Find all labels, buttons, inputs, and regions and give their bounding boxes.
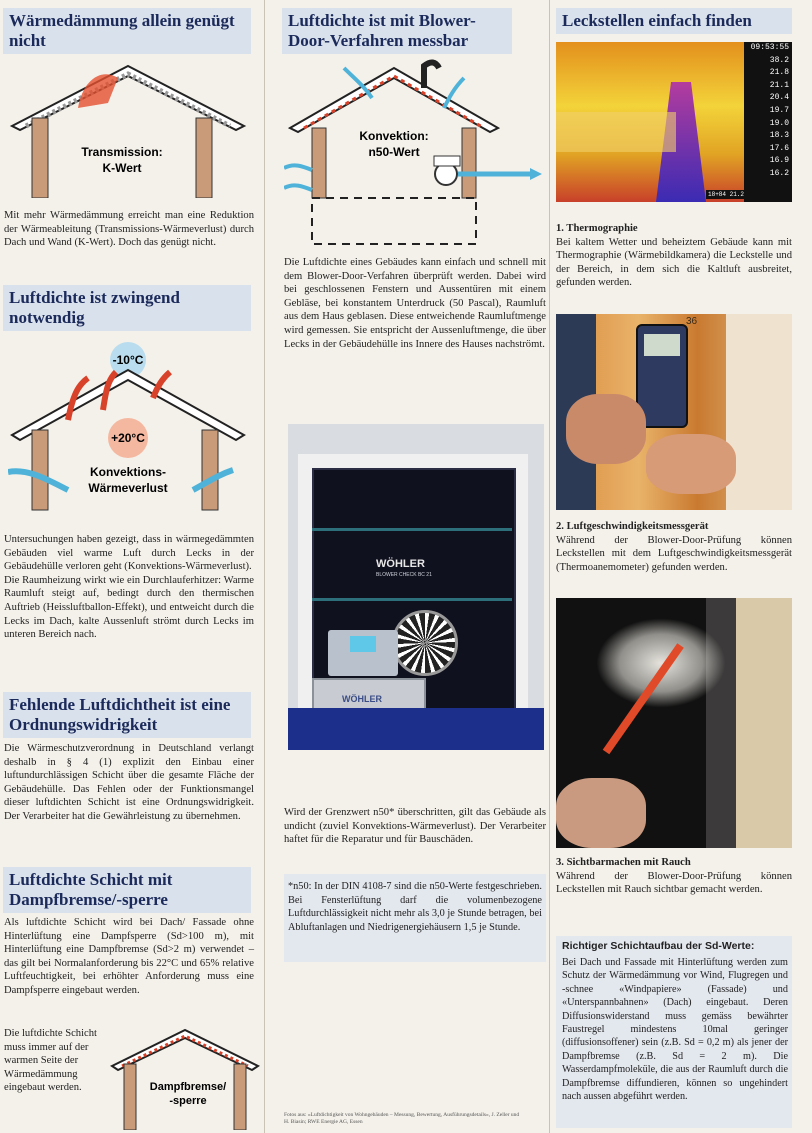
paragraph-limit-value: Wird der Grenzwert n50* überschritten, gilt das Gebäude als undicht (zuviel Konvektions-Wärmeverlust). Der Verarbeiter haftet für die Reparatur und für Bauschäden. <box>284 807 546 846</box>
item-thermography <box>556 222 792 290</box>
note-n50-text: *n50: In der DIN 4108-7 sind die n50-Werte festgeschrieben. Bei Fensterlüftung darf die volumenbezogene Luftdurchlässigkeit nicht mehr als 3,0 je Stunde betragen, bei Abluftanlagen und Niedrigenergiehäusern 1,5 je Stunde. <box>288 881 542 933</box>
thermo-time: 09:53:55 <box>750 43 789 52</box>
note-n50-box <box>284 874 546 962</box>
figure-convection-house <box>8 340 248 520</box>
section-title-airtight-required: Luftdichte ist zwingend notwendig <box>3 285 251 331</box>
case-brand: WÖHLER <box>342 694 382 704</box>
figure-label-barrier: -sperre <box>169 1095 207 1107</box>
temp-cold-label: -10°C <box>112 353 144 367</box>
figure-label-heat-loss: Wärmeverlust <box>88 481 168 495</box>
paragraph-violation: Die Wärmeschutzverordnung in Deutschland verlangt deshalb in § 4 (1) explizit den Einbau einer luftundurchlässigen Schicht über die gesamte Fläche der Gebäudehülle. Das Fehlen oder der Funktionsmangel dieser luftdichten Schicht ist eine Ordnungswidrigkeit. Der Verarbeiter hat die Gewährleistung zu übernehmen. <box>4 743 254 822</box>
figure-label-vapour-barrier: Dampfbremse/ <box>149 1081 227 1093</box>
sd-values-title: Richtiger Schichtaufbau der Sd-Werte: <box>562 940 755 952</box>
figure-label-convection: Konvektions- <box>89 465 167 479</box>
section-title-violation: Fehlende Luftdichtheit ist eine Ordnungswidrigkeit <box>3 692 251 738</box>
item-anemometer-text: Während der Blower-Door-Prüfung können Leckstellen mit dem Luftgeschwindigkeitsmessgerät (Thermoanemometer) gefunden werden. <box>556 534 792 573</box>
column-right <box>552 0 812 1133</box>
photo-thermography <box>556 42 792 202</box>
sd-values-box <box>556 936 792 1128</box>
column-middle <box>270 0 548 1133</box>
blower-brand: WÖHLER <box>376 558 425 570</box>
paragraph-insulation: Mit mehr Wärmedämmung erreicht man eine Reduktion der Wärmeableitung (Transmissions-Wärmeverlust) durch Dach und Wand (K-Wert). Doch das genügt nicht. <box>4 210 254 249</box>
section-title-insulation: Wärmedämmung allein genügt nicht <box>3 8 251 54</box>
column-separator <box>264 0 265 1133</box>
paragraph-warm-side: Die luftdichte Schicht muss immer auf der warmen Seite der Wärmedämmung eingebaut werden. <box>4 1028 97 1094</box>
section-title-blower-door: Luftdichte ist mit Blower-Door-Verfahren messbar <box>282 8 512 54</box>
paragraph-blower-door: Die Luftdichte eines Gebäudes kann einfach und schnell mit dem Blower-Door-Verfahren überprüft werden. Dabei wird bei geschlossenen Fenstern und Aussentüren mit einem Gebläse, bei konstantem Unterdruck (50 Pascal), Raumluft aus dem Haus geblasen. Diese entweichende Raumluftmenge wird gemessen. Sie entspricht der Aussenluftmenge, die über Lecks in der Gebäudehülle ins Innere des Hauses nachströmt. <box>284 257 546 350</box>
figure-vapour-barrier-house <box>110 1026 260 1130</box>
item-thermography-title: 1. Thermographie <box>556 223 638 234</box>
blower-model: BLOWER CHECK BC 21 <box>376 572 432 578</box>
thermo-scale: 09:53:55 38.2 21.8 21.1 20.4 19.7 19.0 18.3 17.6 16.9 16.2 <box>744 42 792 202</box>
figure-blower-door-house <box>284 58 546 253</box>
figure-transmission-house <box>8 58 248 198</box>
item-anemometer-title: 2. Luftgeschwindigkeitsmessgerät <box>556 521 709 532</box>
paragraph-convection <box>4 533 254 642</box>
blower-fan <box>392 610 458 676</box>
sd-values-text: Bei Dach und Fassade mit Hinterlüftung werden zum Schutz der Wärmedämmung vor Wind, Flugregen und -schnee «Windpapiere» (Fassade) und «Unterspannbahnen» (Dach) eingebaut. Deren Diffusionswiderstand muss gemäss bewährter Faustregel mindestens 10mal geringer (diffusionsoffener) sein (z.B. Sd = 0,2 m) als jener der Dampfbremse (z.B. Sd = 2 m). Die Wasserdampfmoleküle, die aus der Raumluft durch die Dampfbremse diffundieren, können so ungehindert nach aussen abgeführt werden. <box>562 957 788 1103</box>
photo-smoke <box>556 598 792 848</box>
paragraph-convection-2: Die Raumheizung wirkt wie ein Durchlauferhitzer: Warme Raumluft steigt auf, bedingt durch den thermischen Auftrieb (Heissluftballon-Effekt), und entweicht durch die Lecks im Dach, kalte Aussenluft strömt durch Lecks im unteren Bereich nach. <box>4 574 254 641</box>
figure-label-transmission: Transmission: <box>81 145 163 159</box>
thermo-bottom-bar: 18+84 21.2 <box>708 191 745 198</box>
figure-label-n50-value: n50-Wert <box>368 145 420 159</box>
paragraph-vapour-barrier: Als luftdichte Schicht wird bei Dach/ Fassade ohne Hinterlüftung eine Dampfsperre (Sd>100 m), mit Hinterlüftung eine Dampfbremse (Sd>2 m) verwendet – das gilt bei Normalanforderung bis 22°C und 65% relative Luftfeuchtigkeit, bei erhöhter Anforderung muss eine Dampfsperre eingebaut werden. <box>4 917 254 996</box>
photo-anemometer <box>556 314 792 510</box>
item-anemometer <box>556 520 792 574</box>
figure-label-convection-n50: Konvektion: <box>359 129 429 143</box>
figure-label-kwert: K-Wert <box>102 161 142 175</box>
item-smoke <box>556 856 792 897</box>
photo-credits: Fotos aus: «Luftdichtigkeit von Wohngebäuden – Messung, Bewertung, Ausführungsdetails», J. Zeller und H. Biasin; RWE Energie AG, Essen <box>284 1112 520 1125</box>
thermo-max: 38.2 <box>769 55 789 65</box>
paragraph-convection-1: Untersuchungen haben gezeigt, dass in wärmegedämmten Gebäuden viel warme Luft durch Lecks in der Gebäudehülle verloren geht (Konvektions-Wärmeverlust). <box>4 534 254 573</box>
item-thermography-text: Bei kaltem Wetter und beheiztem Gebäude kann mit Thermographie (Wärmebildkamera) die Leckstelle und der Bereich, in dem sich die Kaltluft ausbreitet, gefunden werden. <box>556 236 792 289</box>
column-left <box>0 0 262 1133</box>
temp-warm-label: +20°C <box>111 431 145 445</box>
column-separator-2 <box>549 0 550 1133</box>
section-title-vapour-barrier: Luftdichte Schicht mit Dampfbremse/-sperre <box>3 867 251 913</box>
item-smoke-title: 3. Sichtbarmachen mit Rauch <box>556 857 691 868</box>
item-smoke-text: Während der Blower-Door-Prüfung können Leckstellen mit Rauch sichtbar gemacht werden. <box>556 870 792 896</box>
photo-blower-door <box>288 424 544 750</box>
section-title-leaks: Leckstellen einfach finden <box>556 8 792 34</box>
meter-mark: 36 <box>686 316 698 327</box>
